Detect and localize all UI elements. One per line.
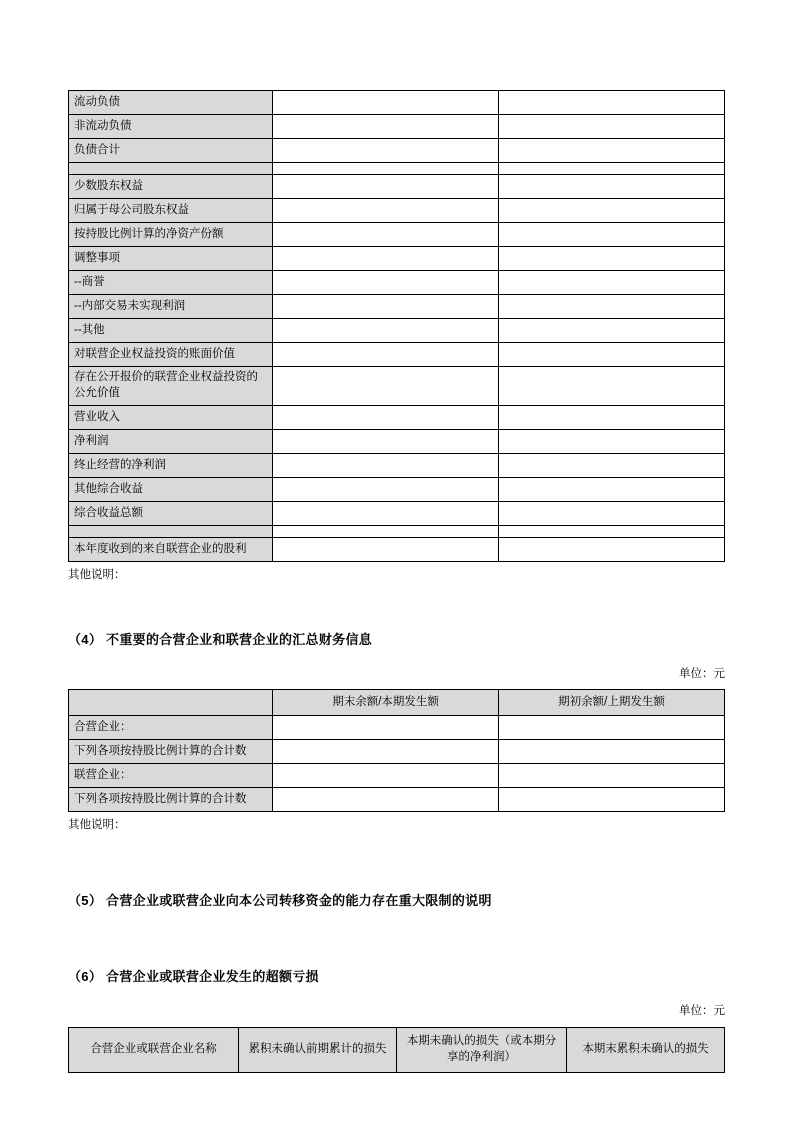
row-label: 其他综合收益 [69, 478, 273, 502]
column-header-prior-cumulative-loss: 累积未确认前期累计的损失 [239, 1027, 397, 1072]
row-label: 合营企业： [69, 716, 273, 740]
table-row [69, 454, 725, 478]
row-label: 下列各项按持股比例计算的合计数 [69, 740, 273, 764]
row-value-prior[interactable] [499, 367, 725, 406]
row-value-current[interactable] [273, 526, 499, 538]
row-value-prior[interactable] [499, 454, 725, 478]
note-other-explanation-2: 其他说明： [68, 819, 126, 832]
row-label: 下列各项按持股比例计算的合计数 [69, 788, 273, 812]
row-value-current[interactable] [273, 319, 499, 343]
table-header-row [69, 1027, 725, 1072]
row-label: 按持股比例计算的净资产份额 [69, 223, 273, 247]
table-row-spacer [69, 163, 725, 175]
aggregate-table-head [69, 690, 725, 716]
row-value-current[interactable] [273, 430, 499, 454]
column-header-prior: 期初余额/上期发生额 [499, 690, 725, 716]
row-value-prior[interactable] [499, 175, 725, 199]
row-label: 本年度收到的来自联营企业的股利 [69, 538, 273, 562]
row-label: --商誉 [69, 271, 273, 295]
table-row [69, 343, 725, 367]
row-value-prior[interactable] [499, 139, 725, 163]
row-value-prior[interactable] [499, 247, 725, 271]
row-value-current[interactable] [273, 478, 499, 502]
row-value-current[interactable] [273, 295, 499, 319]
table-row [69, 91, 725, 115]
row-value-prior[interactable] [499, 319, 725, 343]
row-label: 调整事项 [69, 247, 273, 271]
row-value-prior[interactable] [499, 115, 725, 139]
table-row [69, 247, 725, 271]
row-value-prior[interactable] [499, 343, 725, 367]
row-value-prior[interactable] [499, 764, 725, 788]
row-label: --内部交易未实现利润 [69, 295, 273, 319]
table-row [69, 788, 725, 812]
table-row [69, 716, 725, 740]
row-label: 存在公开报价的联营企业权益投资的公允价值 [69, 367, 273, 406]
table-row [69, 502, 725, 526]
row-label: 综合收益总额 [69, 502, 273, 526]
table-row [69, 223, 725, 247]
table-row [69, 430, 725, 454]
row-value-current[interactable] [273, 139, 499, 163]
row-value-current[interactable] [273, 163, 499, 175]
table-row [69, 367, 725, 406]
row-value-current[interactable] [273, 115, 499, 139]
table-row [69, 271, 725, 295]
table-header-row [69, 690, 725, 716]
row-label: 非流动负债 [69, 115, 273, 139]
table-row [69, 406, 725, 430]
row-label: --其他 [69, 319, 273, 343]
column-header-current-unrecognized-loss: 本期未确认的损失（或本期分享的净利润） [396, 1027, 566, 1072]
column-header-end-cumulative-loss: 本期末累积未确认的损失 [567, 1027, 725, 1072]
table-row [69, 478, 725, 502]
row-value-current[interactable] [273, 502, 499, 526]
row-value-prior[interactable] [499, 406, 725, 430]
equity-summary-table-body [69, 91, 725, 562]
aggregate-financial-info-table [68, 689, 725, 812]
row-label: 负债合计 [69, 139, 273, 163]
row-label: 少数股东权益 [69, 175, 273, 199]
row-label: 流动负债 [69, 91, 273, 115]
column-header-blank [69, 690, 273, 716]
table-row [69, 175, 725, 199]
row-value-prior[interactable] [499, 271, 725, 295]
table-row [69, 319, 725, 343]
row-label: 终止经营的净利润 [69, 454, 273, 478]
row-value-current[interactable] [273, 247, 499, 271]
row-label: 归属于母公司股东权益 [69, 199, 273, 223]
row-value-current[interactable] [273, 91, 499, 115]
table-row [69, 139, 725, 163]
table-row-spacer [69, 526, 725, 538]
row-label: 净利润 [69, 430, 273, 454]
row-value-prior[interactable] [499, 223, 725, 247]
row-value-current[interactable] [273, 716, 499, 740]
table-row [69, 199, 725, 223]
row-value-current[interactable] [273, 406, 499, 430]
row-value-prior[interactable] [499, 91, 725, 115]
unit-label-4: 单位：元 [679, 668, 725, 681]
row-value-current[interactable] [273, 454, 499, 478]
section-heading-4: （4） 不重要的合营企业和联营企业的汇总财务信息 [68, 632, 373, 648]
column-header-name: 合营企业或联营企业名称 [69, 1027, 239, 1072]
aggregate-table-body [69, 716, 725, 812]
table-row [69, 538, 725, 562]
row-value-current[interactable] [273, 223, 499, 247]
row-value-current[interactable] [273, 764, 499, 788]
row-value-current[interactable] [273, 271, 499, 295]
row-value-prior[interactable] [499, 199, 725, 223]
row-value-prior[interactable] [499, 478, 725, 502]
excess-loss-table [68, 1027, 725, 1073]
row-label: 对联营企业权益投资的账面价值 [69, 343, 273, 367]
row-value-prior[interactable] [499, 430, 725, 454]
spacer [68, 835, 725, 891]
row-value-prior[interactable] [499, 502, 725, 526]
row-value-current[interactable] [273, 199, 499, 223]
note-other-explanation-1: 其他说明： [68, 569, 126, 581]
row-label: 营业收入 [69, 406, 273, 430]
row-value-prior[interactable] [499, 538, 725, 562]
row-value-prior[interactable] [499, 788, 725, 812]
spacer [68, 584, 725, 630]
row-label [69, 526, 273, 538]
spacer [68, 988, 725, 1002]
row-label: 联营企业： [69, 764, 273, 788]
spacer [68, 911, 725, 967]
row-value-current[interactable] [273, 788, 499, 812]
row-value-current[interactable] [273, 740, 499, 764]
table-row [69, 295, 725, 319]
table-row [69, 740, 725, 764]
row-value-prior[interactable] [499, 295, 725, 319]
table-row [69, 764, 725, 788]
row-value-prior[interactable] [499, 163, 725, 175]
section-heading-5: （5） 合营企业或联营企业向本公司转移资金的能力存在重大限制的说明 [68, 892, 492, 908]
unit-label-6: 单位：元 [679, 1005, 725, 1018]
column-header-current: 期末余额/本期发生额 [273, 690, 499, 716]
row-value-current[interactable] [273, 538, 499, 562]
spacer [68, 651, 725, 665]
equity-summary-table [68, 90, 725, 562]
row-value-prior[interactable] [499, 740, 725, 764]
table-row [69, 115, 725, 139]
section-heading-6: （6） 合营企业或联营企业发生的超额亏损 [68, 969, 319, 985]
excess-loss-table-head [69, 1027, 725, 1072]
row-label [69, 163, 273, 175]
row-value-current[interactable] [273, 175, 499, 199]
row-value-prior[interactable] [499, 526, 725, 538]
row-value-current[interactable] [273, 367, 499, 406]
row-value-current[interactable] [273, 343, 499, 367]
row-value-prior[interactable] [499, 716, 725, 740]
